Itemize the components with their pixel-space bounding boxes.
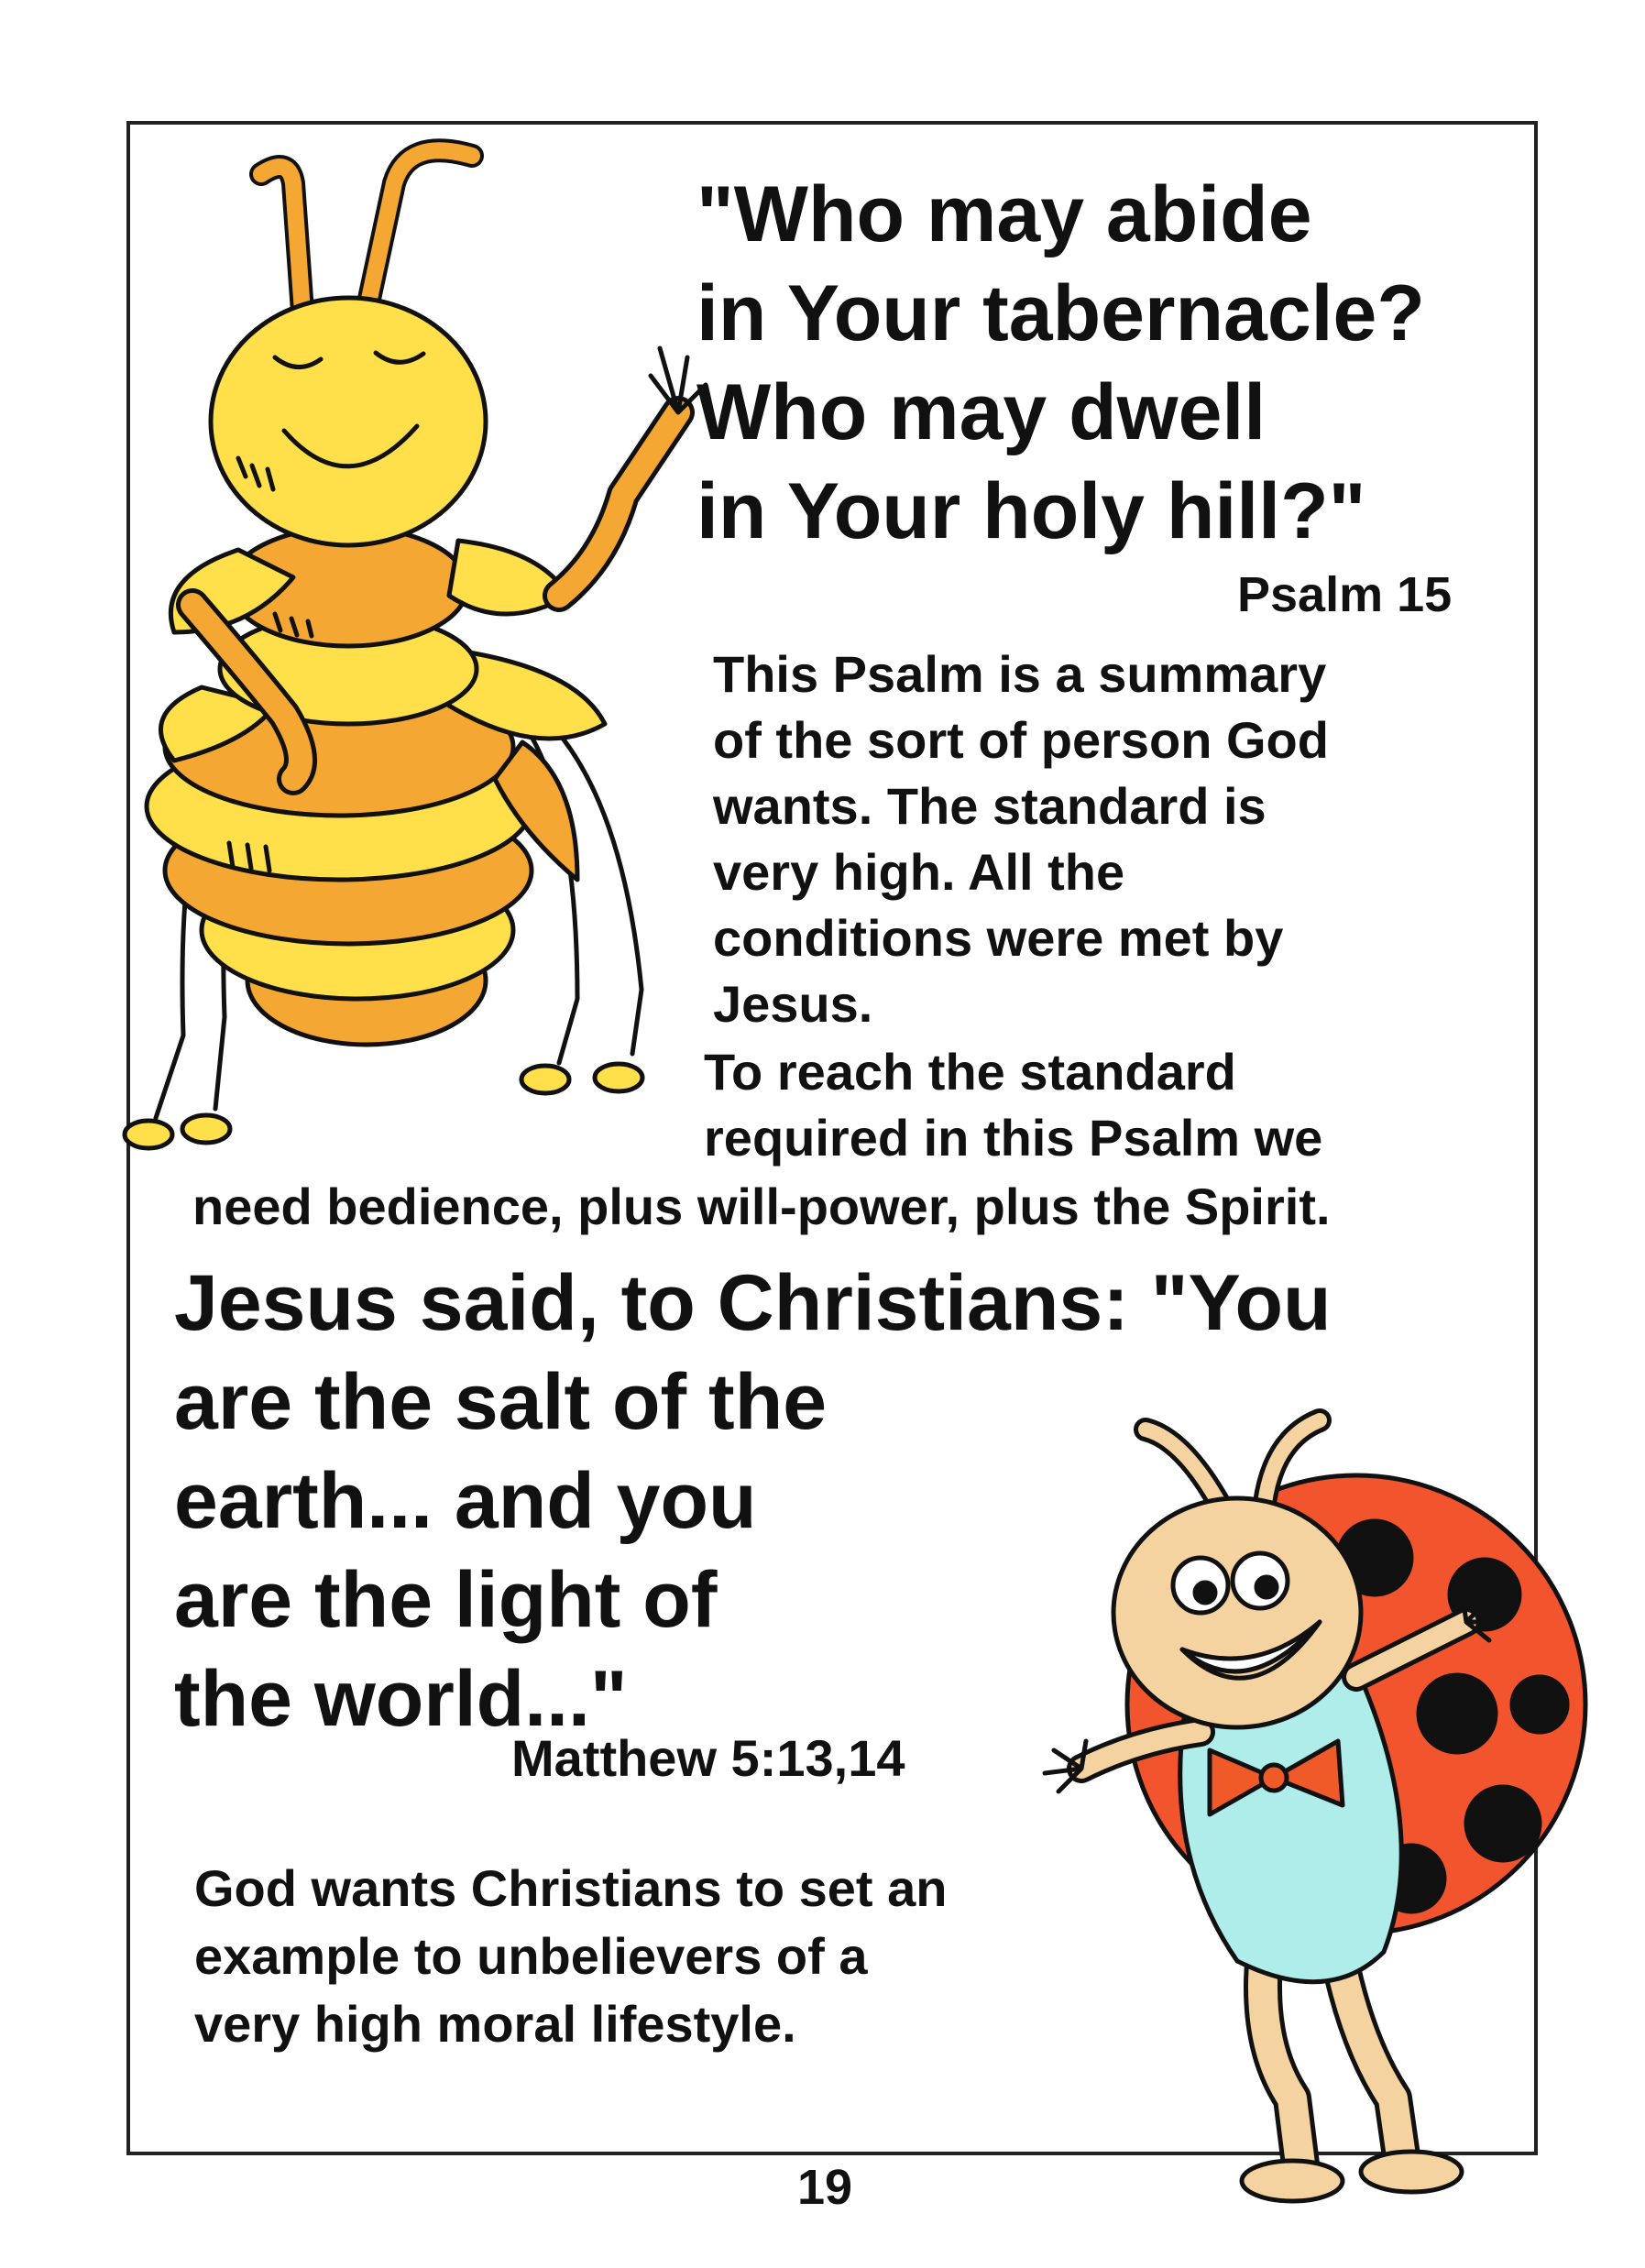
psalm-quote-line: Who may dwell xyxy=(696,368,1267,456)
summary-line: conditions were met by xyxy=(713,909,1284,967)
page-number: 19 xyxy=(797,2160,853,2215)
standard-line: required in this Psalm we xyxy=(704,1109,1323,1167)
summary-line: very high. All the xyxy=(713,843,1125,901)
psalm-reference: Psalm 15 xyxy=(1237,567,1453,622)
jesus-quote xyxy=(174,1254,1332,1748)
example-line: very high moral lifestyle. xyxy=(194,1995,796,2053)
summary-paragraph xyxy=(713,641,1329,1037)
summary-line: of the sort of person God xyxy=(713,711,1329,769)
example-line: example to unbelievers of a xyxy=(194,1927,868,1985)
jesus-quote-line: the world..." xyxy=(174,1655,628,1743)
jesus-quote-line: Jesus said, to Christians: "You xyxy=(174,1259,1332,1347)
ant-cartoon-icon xyxy=(64,119,706,1173)
standard-paragraph xyxy=(704,1039,1322,1171)
jesus-quote-line: are the salt of the xyxy=(174,1358,828,1446)
summary-line: wants. The standard is xyxy=(713,777,1267,835)
example-line: God wants Christians to set an xyxy=(194,1859,948,1917)
standard-line: To reach the standard xyxy=(704,1043,1236,1101)
psalm-quote-line: "Who may abide xyxy=(696,170,1312,258)
matthew-reference: Matthew 5:13,14 xyxy=(511,1729,905,1787)
psalm-quote xyxy=(696,165,1425,561)
psalm-quote-line: in Your tabernacle? xyxy=(696,269,1425,357)
summary-line: Jesus. xyxy=(713,975,873,1033)
jesus-quote-line: earth... and you xyxy=(174,1457,757,1545)
psalm-quote-line: in Your holy hill?" xyxy=(696,467,1366,555)
jesus-quote-line: are the light of xyxy=(174,1556,718,1644)
summary-line: This Psalm is a summary xyxy=(713,645,1327,703)
standard-last-line: need bedience, plus will-power, plus the Spirit. xyxy=(192,1178,1331,1235)
example-paragraph xyxy=(194,1855,947,2058)
